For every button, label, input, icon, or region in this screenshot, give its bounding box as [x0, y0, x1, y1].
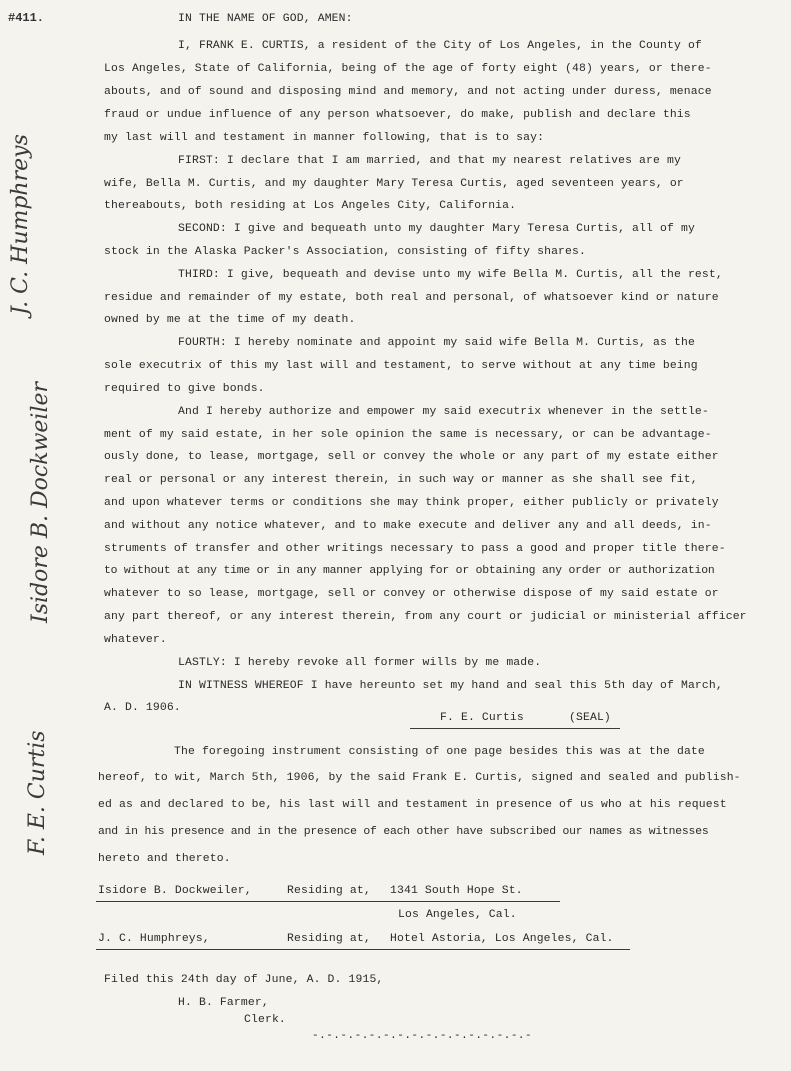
text-line: THIRD: I give, bequeath and devise unto my wife Bella M. Curtis, all the rest, — [178, 269, 723, 281]
text-line: wife, Bella M. Curtis, and my daughter Mary Teresa Curtis, aged seventeen years, or — [104, 178, 684, 190]
witness-2-address: Hotel Astoria, Los Angeles, Cal. — [390, 933, 614, 945]
margin-signature-curtis: F. E. Curtis — [25, 730, 50, 855]
witness-1-rule — [96, 901, 560, 902]
text-line: A. D. 1906. — [104, 702, 181, 714]
attest-line: hereof, to wit, March 5th, 1906, by the said Frank E. Curtis, signed and sealed and publish- — [98, 772, 741, 784]
end-mark: -.-.-.-.-.-.-.-.-.-.-.-.-.-.-.- — [312, 1030, 533, 1042]
text-line: struments of transfer and other writings necessary to pass a good and proper title there- — [104, 543, 726, 555]
margin-signature-humphreys: J. C. Humphreys — [8, 134, 33, 315]
text-line: whatever to so lease, mortgage, sell or convey or otherwise dispose of my said estate or — [104, 588, 719, 600]
text-line: stock in the Alaska Packer's Association, consisting of fifty shares. — [104, 246, 586, 258]
attest-line: ed as and declared to be, his last will and testament in presence of us who at his request — [98, 799, 727, 811]
text-line: to without at any time or in any manner applying for or obtaining any order or authorization — [104, 565, 715, 577]
text-line: any part thereof, or any interest therein, from any court or judicial or ministerial afficer — [104, 611, 747, 623]
text-line: SECOND: I give and bequeath unto my daughter Mary Teresa Curtis, all of my — [178, 223, 695, 235]
text-line: sole executrix of this my last will and testament, to serve without at any time being — [104, 360, 698, 372]
margin-signature-dockweiler: Isidore B. Dockweiler — [28, 381, 53, 623]
text-line: fraud or undue influence of any person whatsoever, do make, publish and declare this — [104, 109, 691, 121]
witness-1-address: 1341 South Hope St. — [390, 885, 523, 897]
text-line: Los Angeles, State of California, being of the age of forty eight (48) years, or there- — [104, 63, 712, 75]
witness-1-name: Isidore B. Dockweiler, — [98, 885, 252, 897]
text-line: and upon whatever terms or conditions she may think proper, either publicly or privately — [104, 497, 719, 509]
witness-1-city: Los Angeles, Cal. — [398, 909, 517, 921]
filing-note: Filed this 24th day of June, A. D. 1915, — [104, 974, 384, 986]
heading: IN THE NAME OF GOD, AMEN: — [178, 13, 353, 25]
text-line: IN WITNESS WHEREOF I have hereunto set my hand and seal this 5th day of March, — [178, 680, 723, 692]
witness-1-residing: Residing at, — [287, 885, 371, 897]
text-line: whatever. — [104, 634, 167, 646]
text-line: required to give bonds. — [104, 383, 265, 395]
testator-signature: F. E. Curtis — [440, 712, 524, 724]
text-line: LASTLY: I hereby revoke all former wills by me made. — [178, 657, 542, 669]
attest-line: and in his presence and in the presence of each other have subscribed our names as witnesses — [98, 826, 709, 838]
document-number: #411. — [8, 11, 45, 25]
text-line: abouts, and of sound and disposing mind and memory, and not acting under duress, menace — [104, 86, 712, 98]
witness-2-name: J. C. Humphreys, — [98, 933, 210, 945]
text-line: I, FRANK E. CURTIS, a resident of the City of Los Angeles, in the County of — [178, 40, 702, 52]
text-line: my last will and testament in manner following, that is to say: — [104, 132, 545, 144]
clerk-name: H. B. Farmer, — [178, 997, 269, 1009]
seal-label: (SEAL) — [569, 712, 611, 724]
witness-2-residing: Residing at, — [287, 933, 371, 945]
text-line: FIRST: I declare that I am married, and that my nearest relatives are my — [178, 155, 681, 167]
text-line: And I hereby authorize and empower my said executrix whenever in the settle- — [178, 406, 709, 418]
signature-rule — [410, 728, 620, 729]
witness-2-rule — [96, 949, 630, 950]
text-line: ously done, to lease, mortgage, sell or convey the whole or any part of my estate either — [104, 451, 719, 463]
text-line: owned by me at the time of my death. — [104, 314, 356, 326]
clerk-title: Clerk. — [244, 1014, 286, 1026]
attest-line: The foregoing instrument consisting of one page besides this was at the date — [174, 746, 705, 758]
text-line: real or personal or any interest therein, in such way or manner as she shall see fit, — [104, 474, 698, 486]
text-line: residue and remainder of my estate, both real and personal, of whatsoever kind or nature — [104, 292, 719, 304]
text-line: FOURTH: I hereby nominate and appoint my said wife Bella M. Curtis, as the — [178, 337, 695, 349]
text-line: thereabouts, both residing at Los Angeles City, California. — [104, 200, 517, 212]
text-line: ment of my said estate, in her sole opinion the same is necessary, or can be advantage- — [104, 429, 712, 441]
attest-line: hereto and thereto. — [98, 853, 231, 865]
text-line: and without any notice whatever, and to make execute and deliver any and all deeds, in- — [104, 520, 712, 532]
